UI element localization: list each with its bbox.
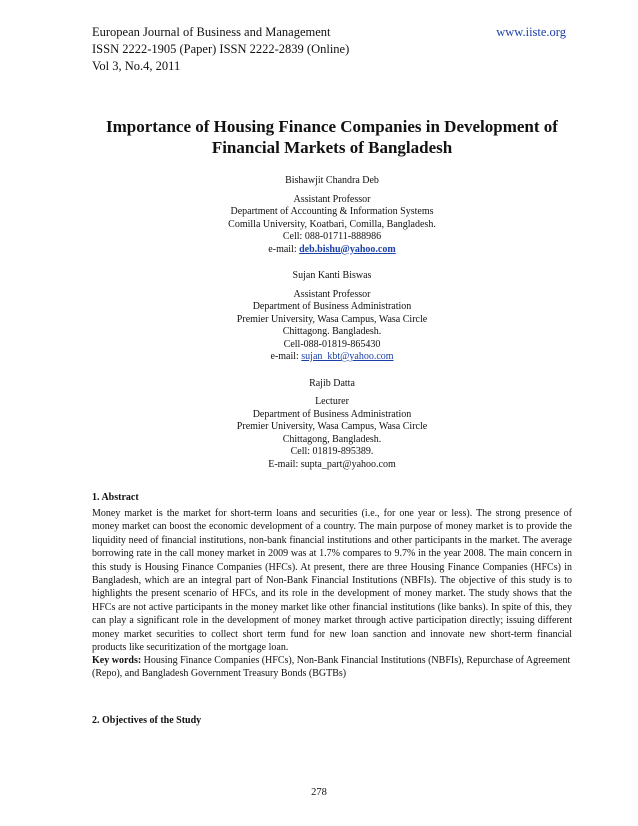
journal-issn: ISSN 2222-1905 (Paper) ISSN 2222-2839 (Online) [92,42,350,56]
author-3 [92,378,572,472]
author-organization: Premier University, Wasa Campus, Wasa Circle [236,313,428,325]
author-email-line [92,244,572,257]
author-phone: Cell: 01819-895389. [290,446,374,457]
author-email-line: E-mail: supta_part@yahoo.com [268,458,396,470]
author-phone: Cell-088-01819-865430 [283,338,381,350]
author-name: Bishawjit Chandra Deb [285,175,379,186]
author-block [92,175,572,485]
author-email-line [92,351,572,364]
title-line-1: Importance of Housing Finance Companies in Development of [106,117,558,136]
author-phone: Cell: 088-01711-888986 [282,231,382,242]
author-1 [92,175,572,256]
objectives-heading: 2. Objectives of the Study [92,715,202,726]
journal-website[interactable]: www.iiste.org [496,25,566,39]
author-role: Assistant Professor [293,288,371,300]
abstract-heading: 1. Abstract [92,492,139,503]
keywords-paragraph [92,654,572,681]
keywords-text: Housing Finance Companies (HFCs), Non-Bank Financial Institutions (NBFIs), Repurchase of Agreement (Repo), and Bangladesh Government Treasury Bonds (BGTBs) [92,655,571,680]
journal-header [92,24,349,75]
author-name: Rajib Datta [309,377,355,389]
title-line-2: Financial Markets of Bangladesh [211,138,453,157]
author-city: Chittagong, Bangladesh. [282,433,382,445]
paper-title [92,116,572,158]
abstract-text: Money market is the market for short-term loans and securities (i.e., for one year or less). The strong presence of money market can boost the economic development of a country. The main purpose of money market is to provide the liquidity need of financial institutions, non-bank financial institutions and other participants in the market. The average borrowing rate in the call money market in 2009 was at 1.7% compares to 9.7% in the year 2008. The main concern in this study is Housing Finance Companies (HFCs). At present, there are three Housing Finance Companies (HFCs) in Bangladesh, which are an integral part of Non-Bank Financial Institutions (NBFIs). The objective of this study is to highlights the present scenario of HFCs, and its role in the development of money market. The study shows that the HFCs are not active participants in the money market like other financial institutions (like banks). In spite of this, they can play a significant role in the development of money market through active participation directly; issuing different money market securities to collect short term fund for new loan sanction and innovate new short-term financial products like securitization of the mortgage loan. [92,508,572,654]
author-role: Assistant Professor [293,193,371,205]
keywords-label: Key words: [92,655,142,666]
journal-volume: Vol 3, No.4, 2011 [92,59,181,73]
author-department: Department of Business Administration [252,301,412,312]
page-number: 278 [311,787,327,798]
author-department: Department of Business Administration [252,408,412,420]
author-2 [92,270,572,364]
author-organization: Comilla University, Koatbari, Comilla, Bangladesh. [228,218,436,230]
author-organization: Premier University, Wasa Campus, Wasa Circle [236,421,428,432]
author-department: Department of Accounting & Information Systems [230,206,434,217]
author-city: Chittagong. Bangladesh. [282,326,382,337]
email-prefix: e-mail: [270,351,302,362]
journal-name: European Journal of Business and Management [92,25,331,39]
author-email-link[interactable]: sujan_kbt@yahoo.com [301,351,394,362]
email-prefix: e-mail: [268,243,300,255]
author-name: Sujan Kanti Biswas [292,270,372,281]
author-role: Lecturer [315,396,349,407]
author-email-link[interactable]: deb.bishu@yahoo.com [299,243,396,255]
